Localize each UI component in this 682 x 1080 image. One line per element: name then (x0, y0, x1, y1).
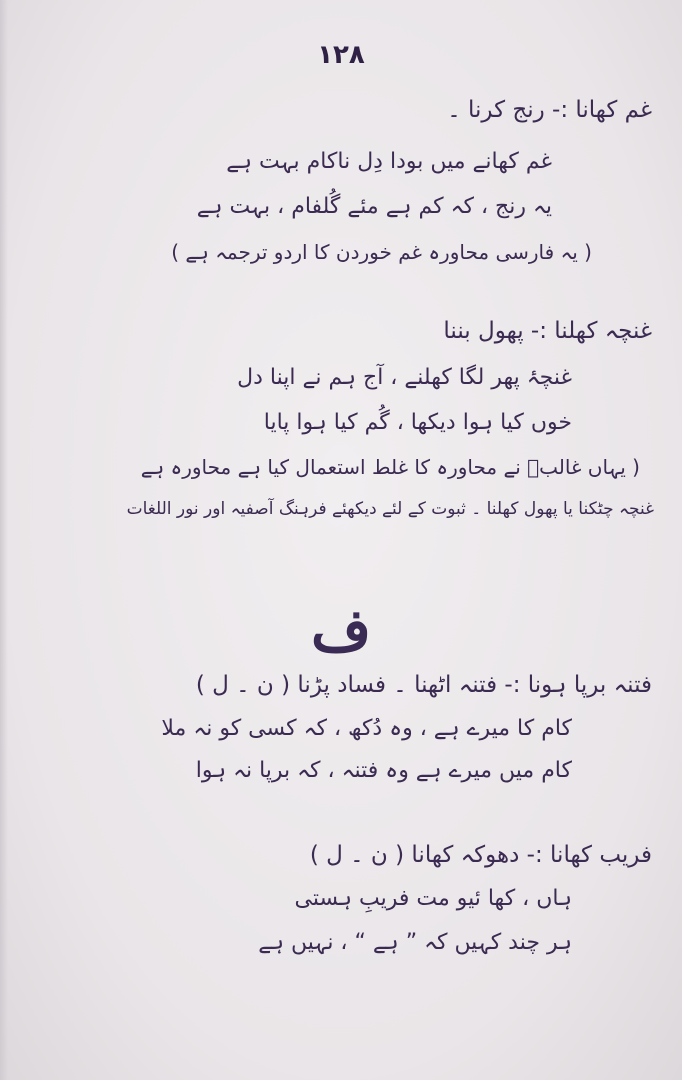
entry-heading-ghuncha-khilna: غنچہ کھلنا :- پھول بننا (443, 318, 652, 344)
entry-heading-gham-khana: غم کھانا :- رنج کرنا ۔ (447, 97, 652, 123)
note-line: ( یہاں غالبؔ نے محاورہ کا غلط استعمال کیا ہے محاورہ ہے (140, 455, 640, 479)
note-line: غنچہ چٹکنا یا پھول کھلنا ۔ ثبوت کے لئے دیکھئے فرہنگ آصفیہ اور نور اللغات (126, 499, 654, 519)
page-number: ۱۲۸ (317, 40, 365, 70)
verse-line: غم کھانے میں بودا دِل ناکام بہت ہے (226, 149, 552, 174)
section-letter-fe: ف (310, 596, 372, 664)
entry-heading-fareb-khana: فریب کھانا :- دھوکہ کھانا ( ن ۔ ل ) (309, 842, 652, 868)
verse-line: ہر چند کہیں کہ ” ہے “ ، نہیں ہے (258, 930, 572, 955)
verse-line: خوں کیا ہوا دیکھا ، گُم کیا ہوا پایا (263, 410, 572, 435)
verse-line: ہاں ، کھا ئیو مت فریبِ ہستی (294, 886, 572, 911)
page-edge-shadow (0, 0, 8, 1080)
entry-heading-fitna-barpa-hona: فتنہ برپا ہونا :- فتنہ اٹھنا ۔ فساد پڑنا ( ن ۔ ل ) (195, 672, 652, 698)
note-line: ( یہ فارسی محاورہ غم خوردن کا اردو ترجمہ ہے ) (171, 240, 592, 264)
verse-line: کام کا میرے ہے ، وہ دُکھ ، کہ کسی کو نہ ملا (161, 716, 572, 741)
verse-line: غنچۂ پھر لگا کھلنے ، آج ہم نے اپنا دل (237, 365, 572, 390)
verse-line: کام میں میرے ہے وہ فتنہ ، کہ برپا نہ ہوا (195, 758, 572, 783)
verse-line: یہ رنج ، کہ کم ہے مئے گُلفام ، بہت ہے (196, 194, 552, 219)
